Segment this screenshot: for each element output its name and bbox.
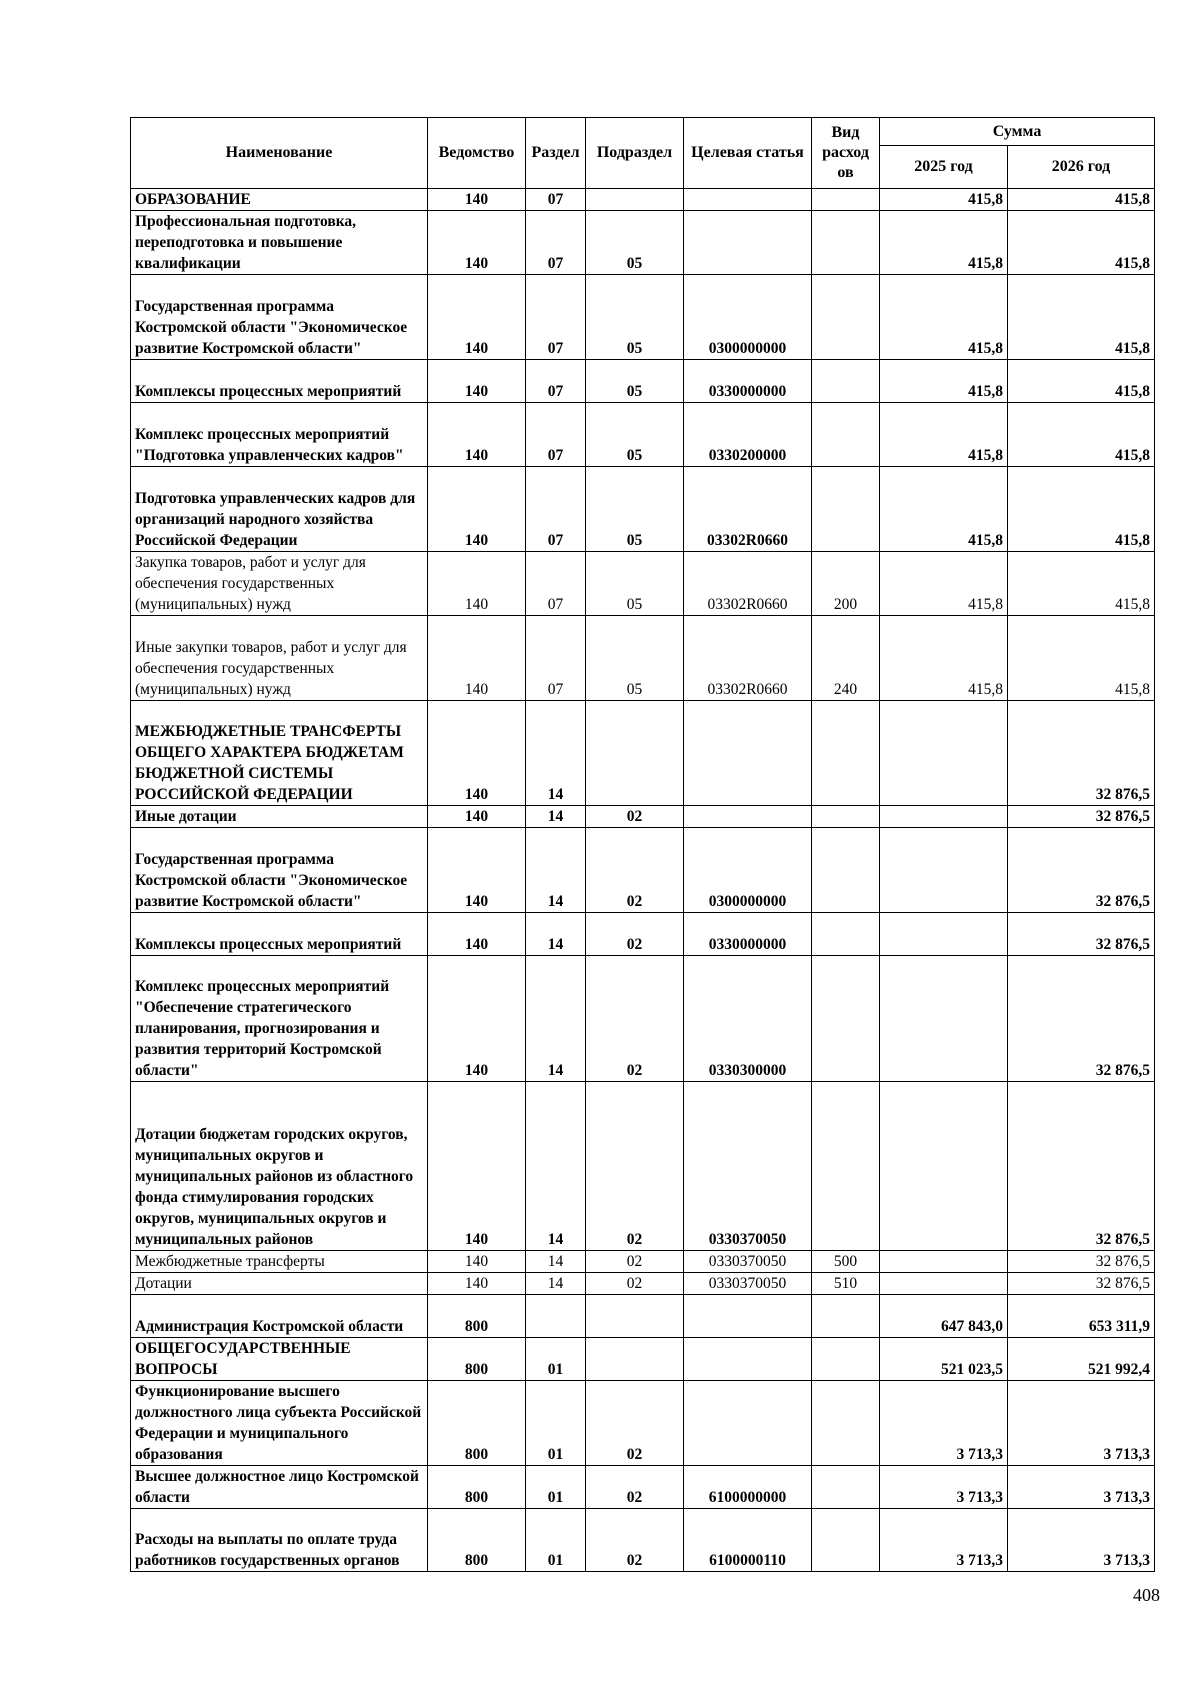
- cell-sum-2025: [880, 1251, 1008, 1273]
- cell-sum-2026: 415,8: [1008, 275, 1155, 360]
- cell-section: 07: [526, 403, 586, 467]
- cell-target-article: 0330000000: [684, 913, 812, 956]
- header-expense-type: Вид расход ов: [812, 118, 880, 189]
- table-row: [131, 616, 1155, 701]
- table-row: [131, 828, 1155, 913]
- cell-section: 14: [526, 1251, 586, 1273]
- header-name: Наименование: [131, 118, 428, 189]
- table-row: [131, 403, 1155, 467]
- cell-expense-type: [812, 828, 880, 913]
- cell-section: 07: [526, 552, 586, 616]
- cell-name: Иные дотации: [131, 806, 428, 828]
- cell-department: 140: [428, 403, 526, 467]
- cell-sum-2026: 32 876,5: [1008, 828, 1155, 913]
- cell-sum-2025: 415,8: [880, 189, 1008, 211]
- cell-target-article: 6100000110: [684, 1509, 812, 1572]
- table-row: [131, 467, 1155, 552]
- cell-name: Высшее должностное лицо Костромской области: [131, 1466, 428, 1509]
- cell-section: 07: [526, 360, 586, 403]
- cell-expense-type: [812, 1509, 880, 1572]
- cell-sum-2026: 32 876,5: [1008, 1082, 1155, 1251]
- header-department: Ведомство: [428, 118, 526, 189]
- cell-name: Государственная программа Костромской области "Экономическое развитие Костромской области": [131, 275, 428, 360]
- cell-sum-2025: 415,8: [880, 360, 1008, 403]
- table-row: [131, 1273, 1155, 1295]
- cell-department: 140: [428, 275, 526, 360]
- cell-sum-2026: 415,8: [1008, 211, 1155, 275]
- cell-sum-2025: 415,8: [880, 211, 1008, 275]
- cell-expense-type: [812, 913, 880, 956]
- cell-sum-2026: 32 876,5: [1008, 701, 1155, 806]
- cell-name: Дотации бюджетам городских округов, муниципальных округов и муниципальных районов из областного фонда стимулирования городских округов, муниципальных округов и муниципальных районов: [131, 1082, 428, 1251]
- cell-target-article: [684, 1381, 812, 1466]
- cell-sum-2026: 415,8: [1008, 552, 1155, 616]
- table-row: [131, 1381, 1155, 1466]
- page-number: 408: [1133, 1585, 1160, 1605]
- cell-department: 800: [428, 1381, 526, 1466]
- cell-sum-2025: [880, 828, 1008, 913]
- header-target-article: Целевая статья: [684, 118, 812, 189]
- cell-department: 800: [428, 1338, 526, 1381]
- cell-target-article: 6100000000: [684, 1466, 812, 1509]
- cell-subsection: 02: [586, 1251, 684, 1273]
- header-sum: Сумма: [880, 118, 1155, 146]
- cell-subsection: 02: [586, 1466, 684, 1509]
- cell-target-article: 03302R0660: [684, 616, 812, 701]
- cell-expense-type: 240: [812, 616, 880, 701]
- cell-name: Комплексы процессных мероприятий: [131, 360, 428, 403]
- cell-department: 140: [428, 956, 526, 1082]
- cell-sum-2025: 3 713,3: [880, 1381, 1008, 1466]
- table-row: [131, 1338, 1155, 1381]
- cell-section: 14: [526, 701, 586, 806]
- cell-expense-type: [812, 1082, 880, 1251]
- cell-target-article: [684, 211, 812, 275]
- cell-subsection: [586, 701, 684, 806]
- cell-sum-2026: 415,8: [1008, 189, 1155, 211]
- cell-department: 800: [428, 1509, 526, 1572]
- cell-target-article: [684, 1295, 812, 1338]
- table-row: [131, 701, 1155, 806]
- cell-department: 140: [428, 211, 526, 275]
- cell-name: Комплексы процессных мероприятий: [131, 913, 428, 956]
- cell-expense-type: [812, 806, 880, 828]
- cell-name: МЕЖБЮДЖЕТНЫЕ ТРАНСФЕРТЫ ОБЩЕГО ХАРАКТЕРА БЮДЖЕТАМ БЮДЖЕТНОЙ СИСТЕМЫ РОССИЙСКОЙ ФЕДЕРАЦИИ: [131, 701, 428, 806]
- cell-section: 07: [526, 275, 586, 360]
- cell-expense-type: 510: [812, 1273, 880, 1295]
- budget-table: [130, 117, 1155, 1572]
- table-row: [131, 1082, 1155, 1251]
- cell-expense-type: 200: [812, 552, 880, 616]
- cell-expense-type: [812, 189, 880, 211]
- cell-sum-2026: 521 992,4: [1008, 1338, 1155, 1381]
- table-row: [131, 1466, 1155, 1509]
- cell-sum-2026: 3 713,3: [1008, 1509, 1155, 1572]
- cell-sum-2026: 32 876,5: [1008, 1251, 1155, 1273]
- cell-name: Расходы на выплаты по оплате труда работников государственных органов: [131, 1509, 428, 1572]
- cell-expense-type: [812, 467, 880, 552]
- cell-department: 140: [428, 701, 526, 806]
- cell-department: 140: [428, 552, 526, 616]
- cell-subsection: 05: [586, 211, 684, 275]
- cell-sum-2026: 3 713,3: [1008, 1466, 1155, 1509]
- cell-section: 01: [526, 1466, 586, 1509]
- cell-department: 800: [428, 1466, 526, 1509]
- cell-target-article: [684, 1338, 812, 1381]
- table-row: [131, 1251, 1155, 1273]
- cell-section: 07: [526, 211, 586, 275]
- cell-department: 140: [428, 828, 526, 913]
- cell-sum-2026: 32 876,5: [1008, 806, 1155, 828]
- table-row: [131, 806, 1155, 828]
- cell-sum-2026: 32 876,5: [1008, 956, 1155, 1082]
- table-row: [131, 360, 1155, 403]
- cell-sum-2025: 3 713,3: [880, 1509, 1008, 1572]
- cell-sum-2026: 415,8: [1008, 403, 1155, 467]
- cell-sum-2026: 415,8: [1008, 616, 1155, 701]
- table-row: [131, 552, 1155, 616]
- cell-name: Комплекс процессных мероприятий "Обеспечение стратегического планирования, прогнозирования и развития территорий Костромской области": [131, 956, 428, 1082]
- cell-section: 14: [526, 828, 586, 913]
- cell-target-article: 03302R0660: [684, 467, 812, 552]
- cell-section: 07: [526, 189, 586, 211]
- cell-department: 140: [428, 189, 526, 211]
- cell-target-article: 03302R0660: [684, 552, 812, 616]
- cell-subsection: [586, 1338, 684, 1381]
- cell-subsection: 02: [586, 913, 684, 956]
- cell-name: Закупка товаров, работ и услуг для обеспечения государственных (муниципальных) нужд: [131, 552, 428, 616]
- cell-section: 07: [526, 467, 586, 552]
- cell-sum-2025: 415,8: [880, 275, 1008, 360]
- table-row: [131, 913, 1155, 956]
- cell-target-article: 0300000000: [684, 275, 812, 360]
- cell-sum-2025: 521 023,5: [880, 1338, 1008, 1381]
- cell-subsection: 02: [586, 828, 684, 913]
- cell-target-article: 0330370050: [684, 1251, 812, 1273]
- table-row: [131, 1509, 1155, 1572]
- cell-name: Профессиональная подготовка, переподготовка и повышение квалификации: [131, 211, 428, 275]
- cell-subsection: 02: [586, 806, 684, 828]
- cell-name: Межбюджетные трансферты: [131, 1251, 428, 1273]
- header-year-2025: 2025 год: [880, 146, 1008, 189]
- cell-expense-type: [812, 360, 880, 403]
- cell-sum-2025: [880, 1082, 1008, 1251]
- cell-subsection: 05: [586, 403, 684, 467]
- cell-subsection: 02: [586, 956, 684, 1082]
- table-row: [131, 1295, 1155, 1338]
- cell-sum-2026: 32 876,5: [1008, 1273, 1155, 1295]
- cell-sum-2025: [880, 701, 1008, 806]
- cell-department: 140: [428, 913, 526, 956]
- cell-department: 140: [428, 616, 526, 701]
- cell-expense-type: 500: [812, 1251, 880, 1273]
- table-row: [131, 275, 1155, 360]
- cell-target-article: [684, 701, 812, 806]
- cell-target-article: 0330200000: [684, 403, 812, 467]
- cell-sum-2025: [880, 806, 1008, 828]
- cell-sum-2026: 415,8: [1008, 467, 1155, 552]
- cell-sum-2026: 32 876,5: [1008, 913, 1155, 956]
- cell-section: 14: [526, 913, 586, 956]
- cell-department: 140: [428, 1082, 526, 1251]
- cell-section: 14: [526, 956, 586, 1082]
- cell-subsection: 02: [586, 1381, 684, 1466]
- cell-subsection: 05: [586, 552, 684, 616]
- cell-sum-2025: 415,8: [880, 467, 1008, 552]
- cell-name: Дотации: [131, 1273, 428, 1295]
- cell-target-article: 0330000000: [684, 360, 812, 403]
- cell-section: 14: [526, 1082, 586, 1251]
- cell-subsection: 05: [586, 275, 684, 360]
- cell-sum-2026: 415,8: [1008, 360, 1155, 403]
- cell-sum-2025: 415,8: [880, 552, 1008, 616]
- header-subsection: Подраздел: [586, 118, 684, 189]
- cell-department: 140: [428, 360, 526, 403]
- cell-sum-2025: 415,8: [880, 403, 1008, 467]
- cell-expense-type: [812, 403, 880, 467]
- cell-subsection: [586, 1295, 684, 1338]
- cell-name: Администрация Костромской области: [131, 1295, 428, 1338]
- cell-name: Подготовка управленческих кадров для организаций народного хозяйства Российской Федерации: [131, 467, 428, 552]
- cell-section: 01: [526, 1338, 586, 1381]
- cell-name: Иные закупки товаров, работ и услуг для обеспечения государственных (муниципальных) нужд: [131, 616, 428, 701]
- cell-target-article: [684, 189, 812, 211]
- cell-department: 140: [428, 1251, 526, 1273]
- cell-target-article: 0300000000: [684, 828, 812, 913]
- cell-sum-2025: 415,8: [880, 616, 1008, 701]
- cell-section: 01: [526, 1381, 586, 1466]
- cell-expense-type: [812, 956, 880, 1082]
- cell-target-article: [684, 806, 812, 828]
- cell-subsection: 02: [586, 1273, 684, 1295]
- cell-name: Комплекс процессных мероприятий "Подготовка управленческих кадров": [131, 403, 428, 467]
- cell-sum-2025: [880, 956, 1008, 1082]
- cell-subsection: 05: [586, 360, 684, 403]
- cell-expense-type: [812, 701, 880, 806]
- cell-name: Функционирование высшего должностного лица субъекта Российской Федерации и муниципального образования: [131, 1381, 428, 1466]
- cell-sum-2026: 653 311,9: [1008, 1295, 1155, 1338]
- cell-expense-type: [812, 1381, 880, 1466]
- cell-name: ОБРАЗОВАНИЕ: [131, 189, 428, 211]
- cell-subsection: 05: [586, 467, 684, 552]
- cell-sum-2025: [880, 913, 1008, 956]
- cell-sum-2025: [880, 1273, 1008, 1295]
- cell-expense-type: [812, 1295, 880, 1338]
- cell-department: 140: [428, 467, 526, 552]
- table-body: [131, 189, 1155, 1572]
- cell-department: 800: [428, 1295, 526, 1338]
- cell-department: 140: [428, 1273, 526, 1295]
- cell-subsection: 02: [586, 1082, 684, 1251]
- cell-section: 07: [526, 616, 586, 701]
- cell-expense-type: [812, 1338, 880, 1381]
- cell-sum-2026: 3 713,3: [1008, 1381, 1155, 1466]
- cell-sum-2025: 3 713,3: [880, 1466, 1008, 1509]
- cell-target-article: 0330370050: [684, 1082, 812, 1251]
- cell-sum-2025: 647 843,0: [880, 1295, 1008, 1338]
- cell-name: Государственная программа Костромской области "Экономическое развитие Костромской области": [131, 828, 428, 913]
- cell-name: ОБЩЕГОСУДАРСТВЕННЫЕ ВОПРОСЫ: [131, 1338, 428, 1381]
- header-year-2026: 2026 год: [1008, 146, 1155, 189]
- cell-expense-type: [812, 275, 880, 360]
- cell-department: 140: [428, 806, 526, 828]
- cell-subsection: [586, 189, 684, 211]
- cell-target-article: 0330300000: [684, 956, 812, 1082]
- cell-section: [526, 1295, 586, 1338]
- table-row: [131, 956, 1155, 1082]
- cell-expense-type: [812, 1466, 880, 1509]
- cell-expense-type: [812, 211, 880, 275]
- cell-target-article: 0330370050: [684, 1273, 812, 1295]
- cell-subsection: 02: [586, 1509, 684, 1572]
- table-row: [131, 211, 1155, 275]
- header-section: Раздел: [526, 118, 586, 189]
- table-row: [131, 189, 1155, 211]
- cell-section: 14: [526, 1273, 586, 1295]
- cell-section: 14: [526, 806, 586, 828]
- cell-subsection: 05: [586, 616, 684, 701]
- cell-section: 01: [526, 1509, 586, 1572]
